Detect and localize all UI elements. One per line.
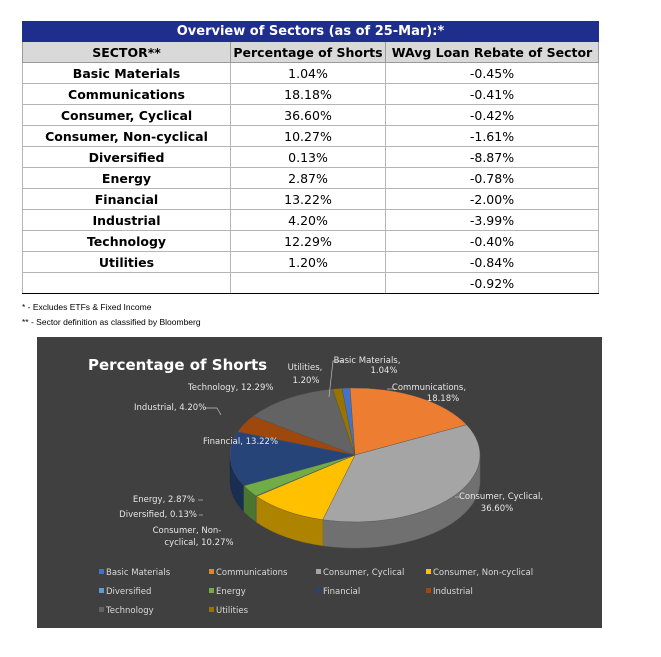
legend-label-3: Consumer, Cyclical (323, 568, 405, 578)
legend-swatch-8 (426, 588, 431, 593)
table-row (23, 189, 599, 210)
table-row (23, 231, 599, 252)
sector-cell: Diversified (23, 147, 231, 168)
sector-cell: Technology (23, 231, 231, 252)
legend-label-7: Financial (323, 587, 361, 597)
table-row (23, 84, 599, 105)
sector-cell: Communications (23, 84, 231, 105)
legend-swatch-6 (209, 588, 214, 593)
footnote-sector-definition: ** - Sector definition as classified by Bloomberg (22, 317, 201, 327)
legend-label-5: Diversified (106, 587, 152, 597)
legend-label-4: Consumer, Non-cyclical (433, 568, 534, 578)
legend-swatch-3 (316, 569, 321, 574)
rebate-cell: -0.42% (386, 105, 599, 126)
rebate-cell: -0.40% (386, 231, 599, 252)
pie-chart (37, 337, 602, 628)
legend-label-2: Communications (216, 568, 288, 578)
percentage-cell: 10.27% (231, 126, 386, 147)
total-percentage-cell (231, 273, 386, 294)
table-row (23, 252, 599, 273)
sector-cell: Basic Materials (23, 63, 231, 84)
sector-cell: Utilities (23, 252, 231, 273)
data-label-5: Diversified, 0.13% (119, 510, 197, 520)
percentage-cell: 2.87% (231, 168, 386, 189)
sector-cell: Consumer, Non-cyclical (23, 126, 231, 147)
legend-label-8: Industrial (433, 587, 473, 597)
percentage-cell: 0.13% (231, 147, 386, 168)
legend-swatch-1 (99, 569, 104, 574)
rebate-cell: -2.00% (386, 189, 599, 210)
data-label-2: Communications, 18.18% (391, 383, 467, 404)
data-label-10: Utilities, 1.20% (287, 363, 323, 386)
table-row (23, 126, 599, 147)
total-row (23, 273, 599, 294)
percentage-cell: 13.22% (231, 189, 386, 210)
rebate-cell: -8.87% (386, 147, 599, 168)
footnote-excludes: * - Excludes ETFs & Fixed Income (22, 302, 152, 312)
data-label-8: Industrial, 4.20% (134, 403, 207, 413)
rebate-cell: -3.99% (386, 210, 599, 231)
rebate-cell: -0.78% (386, 168, 599, 189)
rebate-cell: -0.41% (386, 84, 599, 105)
rebate-cell: -0.84% (386, 252, 599, 273)
legend-swatch-9 (99, 607, 104, 612)
data-label-3: Consumer, Cyclical, 36.60% (458, 492, 544, 514)
table-row (23, 147, 599, 168)
percentage-cell: 12.29% (231, 231, 386, 252)
legend-label-1: Basic Materials (106, 568, 171, 578)
header-percentage: Percentage of Shorts (231, 42, 386, 63)
header-sector: SECTOR** (23, 42, 231, 63)
sector-overview-table (22, 21, 599, 294)
legend-label-10: Utilities (216, 606, 248, 616)
data-label-4: Consumer, Non-cyclical, 10.27% (152, 526, 234, 548)
legend-swatch-7 (316, 588, 321, 593)
legend-swatch-5 (99, 588, 104, 593)
legend-swatch-2 (209, 569, 214, 574)
sector-cell: Financial (23, 189, 231, 210)
total-sector-cell (23, 273, 231, 294)
header-rebate: WAvg Loan Rebate of Sector (386, 42, 599, 63)
table-title: Overview of Sectors (as of 25-Mar):* (23, 22, 599, 42)
legend-label-9: Technology (106, 606, 154, 616)
legend-swatch-10 (209, 607, 214, 612)
rebate-cell: -1.61% (386, 126, 599, 147)
sector-cell: Industrial (23, 210, 231, 231)
percentage-cell: 18.18% (231, 84, 386, 105)
table-row (23, 210, 599, 231)
data-label-7: Financial, 13.22% (203, 437, 279, 447)
percentage-cell: 1.20% (231, 252, 386, 273)
percentage-cell: 36.60% (231, 105, 386, 126)
sector-cell: Consumer, Cyclical (23, 105, 231, 126)
percentage-cell: 4.20% (231, 210, 386, 231)
sector-cell: Energy (23, 168, 231, 189)
table-row (23, 63, 599, 84)
data-label-9: Technology, 12.29% (188, 383, 274, 393)
data-label-6: Energy, 2.87% (132, 495, 195, 505)
chart-title: Percentage of Shorts (88, 356, 268, 374)
legend-swatch-4 (426, 569, 431, 574)
rebate-cell: -0.45% (386, 63, 599, 84)
total-rebate-cell: -0.92% (386, 273, 599, 294)
data-label-1: Basic Materials, 1.04% (333, 356, 401, 376)
percentage-cell: 1.04% (231, 63, 386, 84)
table-row (23, 168, 599, 189)
legend-label-6: Energy (216, 587, 246, 597)
table-row (23, 105, 599, 126)
